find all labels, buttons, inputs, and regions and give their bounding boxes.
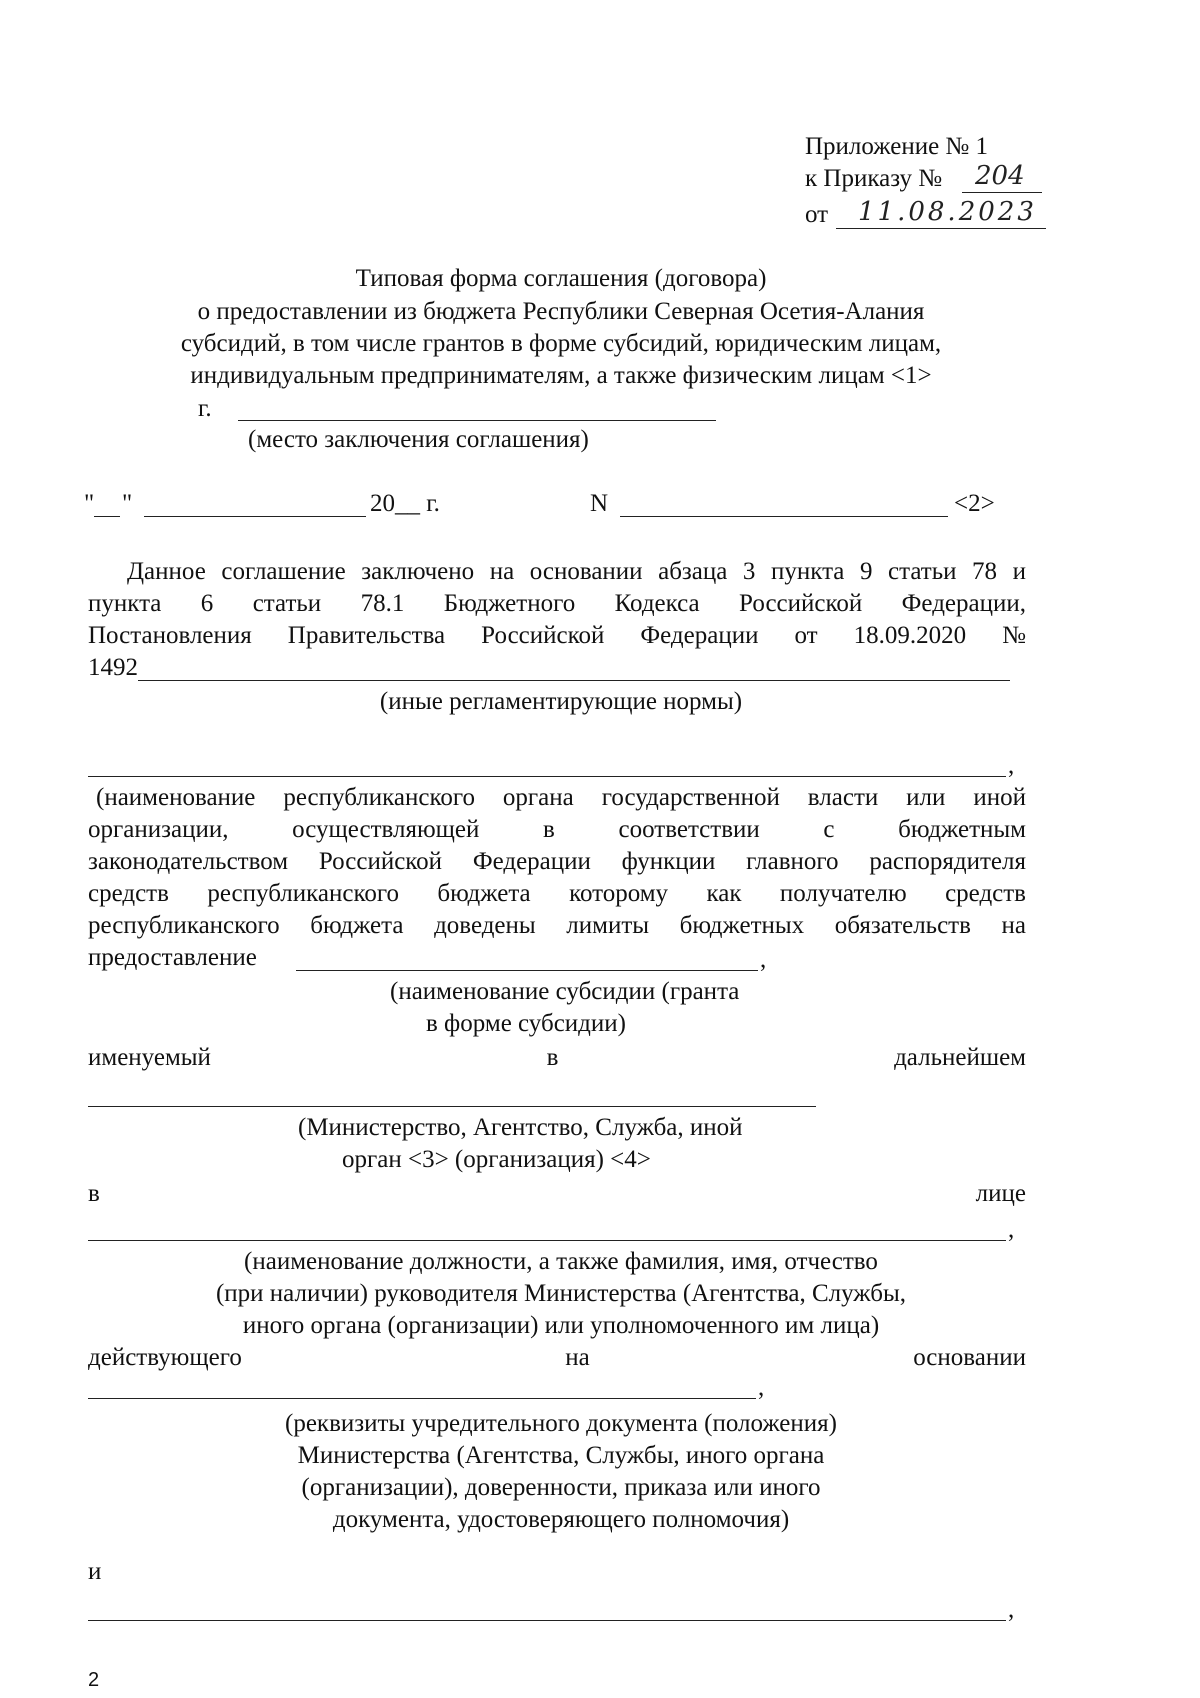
named-word-3: дальнейшем [894, 1044, 1026, 1071]
basis-line-3: Постановления Правительства Российской Федерации от 18.09.2020 № [88, 622, 1026, 649]
subsidy-caption-line-2: в форме субсидии) [426, 1010, 626, 1037]
date-quote-open: " [84, 490, 95, 517]
date-month-line [144, 516, 366, 517]
place-prefix: г. [198, 395, 212, 422]
basis-caption: (иные регламентирующие нормы) [379, 688, 743, 715]
ministry-line [88, 1106, 816, 1107]
organ-comma: , [1008, 752, 1015, 779]
named-row [88, 1042, 1026, 1074]
date-quote-close: " [122, 490, 133, 517]
acting-caption-line-4: документа, удостоверяющего полномочия) [332, 1506, 790, 1533]
acting-word-2: на [565, 1344, 590, 1371]
order-date-handwritten: 11.08.2023 [858, 197, 1037, 227]
title-line-1: Типовая форма соглашения (договора) [355, 265, 767, 292]
named-word-2: в [546, 1044, 559, 1071]
person-caption-line-2: (при наличии) руководителя Министерства (Агентства, Службы, [215, 1280, 907, 1307]
basis-line-4: 1492 [88, 654, 138, 681]
organ-line [88, 776, 1006, 777]
date-year: 20__ г. [370, 490, 440, 517]
agreement-number-line [620, 516, 948, 517]
person-row [88, 1178, 1026, 1210]
basis-line-2: пункта 6 статьи 78.1 Бюджетного Кодекса Российской Федерации, [88, 590, 1026, 617]
order-date-line [836, 228, 1046, 229]
acting-caption-line-1: (реквизиты учредительного документа (положения) [285, 1410, 837, 1437]
and-comma: , [1008, 1596, 1015, 1623]
agreement-number-footnote: <2> [954, 490, 995, 517]
title-line-2: о предоставлении из бюджета Республики Северная Осетия-Алания [197, 298, 925, 325]
ministry-caption-line-2: орган <3> (организация) <4> [342, 1146, 651, 1173]
page-number: 2 [88, 1669, 100, 1691]
organ-caption-line-4: средств республиканского бюджета которому как получателю средств [88, 880, 1026, 907]
place-caption: (место заключения соглашения) [248, 426, 589, 453]
person-caption-line-1: (наименование должности, а также фамилия, имя, отчество [244, 1248, 878, 1275]
person-line [88, 1240, 1006, 1241]
title-line-4: индивидуальным предпринимателям, а также физическим лицам <1> [190, 362, 932, 389]
agreement-number-label: N [590, 490, 609, 517]
basis-norms-line [138, 680, 1010, 681]
subsidy-caption-line-1: (наименование субсидии (гранта [390, 978, 740, 1005]
annex-line-2 [805, 163, 942, 195]
acting-caption-line-2: Министерства (Агентства, Службы, иного органа [297, 1442, 825, 1469]
person-caption-line-3: иного органа (организации) или уполномоченного им лица) [242, 1312, 880, 1339]
person-word-1: в [88, 1180, 100, 1207]
order-number-line [962, 192, 1042, 193]
person-word-2: лице [975, 1180, 1026, 1207]
organ-caption-line-6: предоставление [88, 944, 257, 971]
organ-caption-line-2: организации, осуществляющей в соответствии с бюджетным [88, 816, 1026, 843]
organ-caption-line-5: республиканского бюджета доведены лимиты бюджетных обязательств на [88, 912, 1026, 939]
acting-word-1: действующего [88, 1344, 242, 1371]
annex-order-label: к Приказу № [805, 165, 943, 192]
named-word-1: именуемый [88, 1044, 211, 1071]
place-line [238, 420, 716, 421]
and-word: и [88, 1558, 102, 1585]
acting-word-3: основании [913, 1344, 1026, 1371]
organ-caption-line-3: законодательством Российской Федерации функции главного распорядителя [88, 848, 1026, 875]
annex-date-label: от [805, 201, 829, 228]
acting-comma: , [758, 1374, 765, 1401]
subsidy-name-line [296, 970, 758, 971]
acting-row [88, 1342, 1026, 1374]
title-line-3: субсидий, в том числе грантов в форме субсидий, юридическим лицам, [180, 330, 942, 357]
acting-line [88, 1398, 756, 1399]
order-number-handwritten: 204 [975, 161, 1025, 191]
and-line [88, 1620, 1006, 1621]
annex-line-1: Приложение № 1 [805, 133, 989, 160]
person-comma: , [1008, 1216, 1015, 1243]
organ-caption-line-1: (наименование республиканского органа государственной власти или иной [96, 784, 1026, 811]
ministry-caption-line-1: (Министерство, Агентство, Служба, иной [298, 1114, 743, 1141]
subsidy-comma: , [760, 946, 767, 973]
acting-caption-line-3: (организации), доверенности, приказа или иного [301, 1474, 821, 1501]
basis-line-1: Данное соглашение заключено на основании абзаца 3 пункта 9 статьи 78 и [127, 558, 1026, 585]
date-day-line [94, 516, 120, 517]
